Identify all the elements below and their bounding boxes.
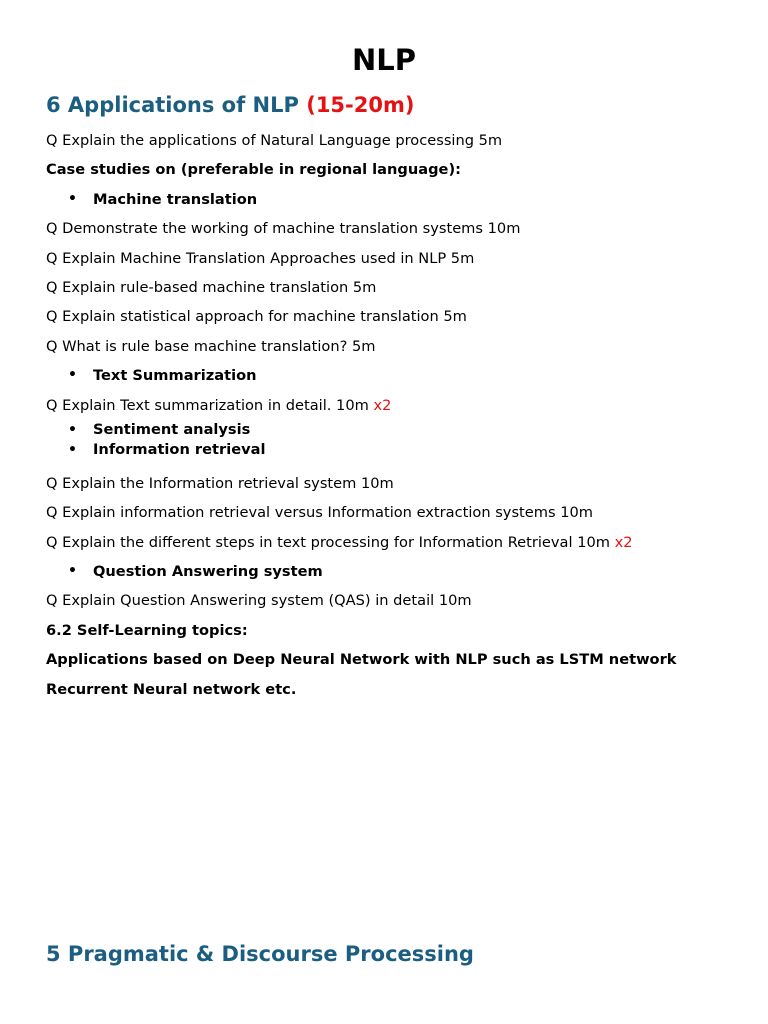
bullet-label: Text Summarization — [93, 367, 257, 385]
self-learning-topic-line-1: Applications based on Deep Neural Network with NLP such as LSTM network — [46, 651, 677, 669]
section-heading-applications — [46, 91, 414, 119]
section-content — [46, 126, 746, 704]
question-rule-based-mt: Q Explain rule-based machine translation 5m — [46, 278, 377, 296]
question-ir-system: Q Explain the Information retrieval system 10m — [46, 474, 394, 492]
bullet-dot: • — [68, 367, 77, 384]
section-heading-pragmatic: 5 Pragmatic & Discourse Processing — [46, 942, 474, 966]
question-ir-vs-ie: Q Explain information retrieval versus Information extraction systems 10m — [46, 504, 593, 522]
bullet-question-answering — [46, 557, 746, 586]
section-marks: (15-20m) — [306, 93, 415, 117]
question-mt-approaches: Q Explain Machine Translation Approaches used in NLP 5m — [46, 249, 475, 267]
question-text: Q Explain Text summarization in detail. 10m — [46, 396, 369, 414]
bullet-dot: • — [68, 441, 77, 458]
bullet-sentiment-analysis — [46, 420, 746, 440]
bullet-dot: • — [68, 563, 77, 580]
repeat-count-badge: x2 — [614, 533, 633, 551]
bullet-label: Information retrieval — [93, 440, 266, 458]
question-text: Q Explain the different steps in text processing for Information Retrieval 10m — [46, 533, 610, 551]
bullet-label: Question Answering system — [93, 563, 323, 581]
case-studies-heading: Case studies on (preferable in regional language): — [46, 161, 461, 179]
question-text-summarization — [46, 391, 746, 420]
question-qas: Q Explain Question Answering system (QAS) in detail 10m — [46, 592, 472, 610]
question-applications: Q Explain the applications of Natural Language processing 5m — [46, 132, 503, 149]
question-rule-base-mt-definition: Q What is rule base machine translation? 5m — [46, 337, 376, 355]
bullet-label: Machine translation — [93, 190, 258, 208]
question-statistical-mt: Q Explain statistical approach for machine translation 5m — [46, 308, 467, 326]
bullet-text-summarization — [46, 361, 746, 390]
question-ir-text-processing — [46, 528, 746, 557]
section-heading-text: 6 Applications of NLP — [46, 93, 299, 117]
question-mt-working: Q Demonstrate the working of machine translation systems 10m — [46, 220, 521, 238]
bullet-dot: • — [68, 190, 77, 207]
self-learning-heading: 6.2 Self-Learning topics: — [46, 621, 248, 639]
bullet-machine-translation — [46, 185, 746, 214]
page-title: NLP — [351, 43, 416, 77]
repeat-count-badge: x2 — [373, 396, 392, 414]
bullet-label: Sentiment analysis — [93, 420, 251, 438]
self-learning-topic-line-2: Recurrent Neural network etc. — [46, 680, 297, 698]
bullet-information-retrieval — [46, 440, 746, 469]
bullet-dot: • — [68, 421, 77, 438]
